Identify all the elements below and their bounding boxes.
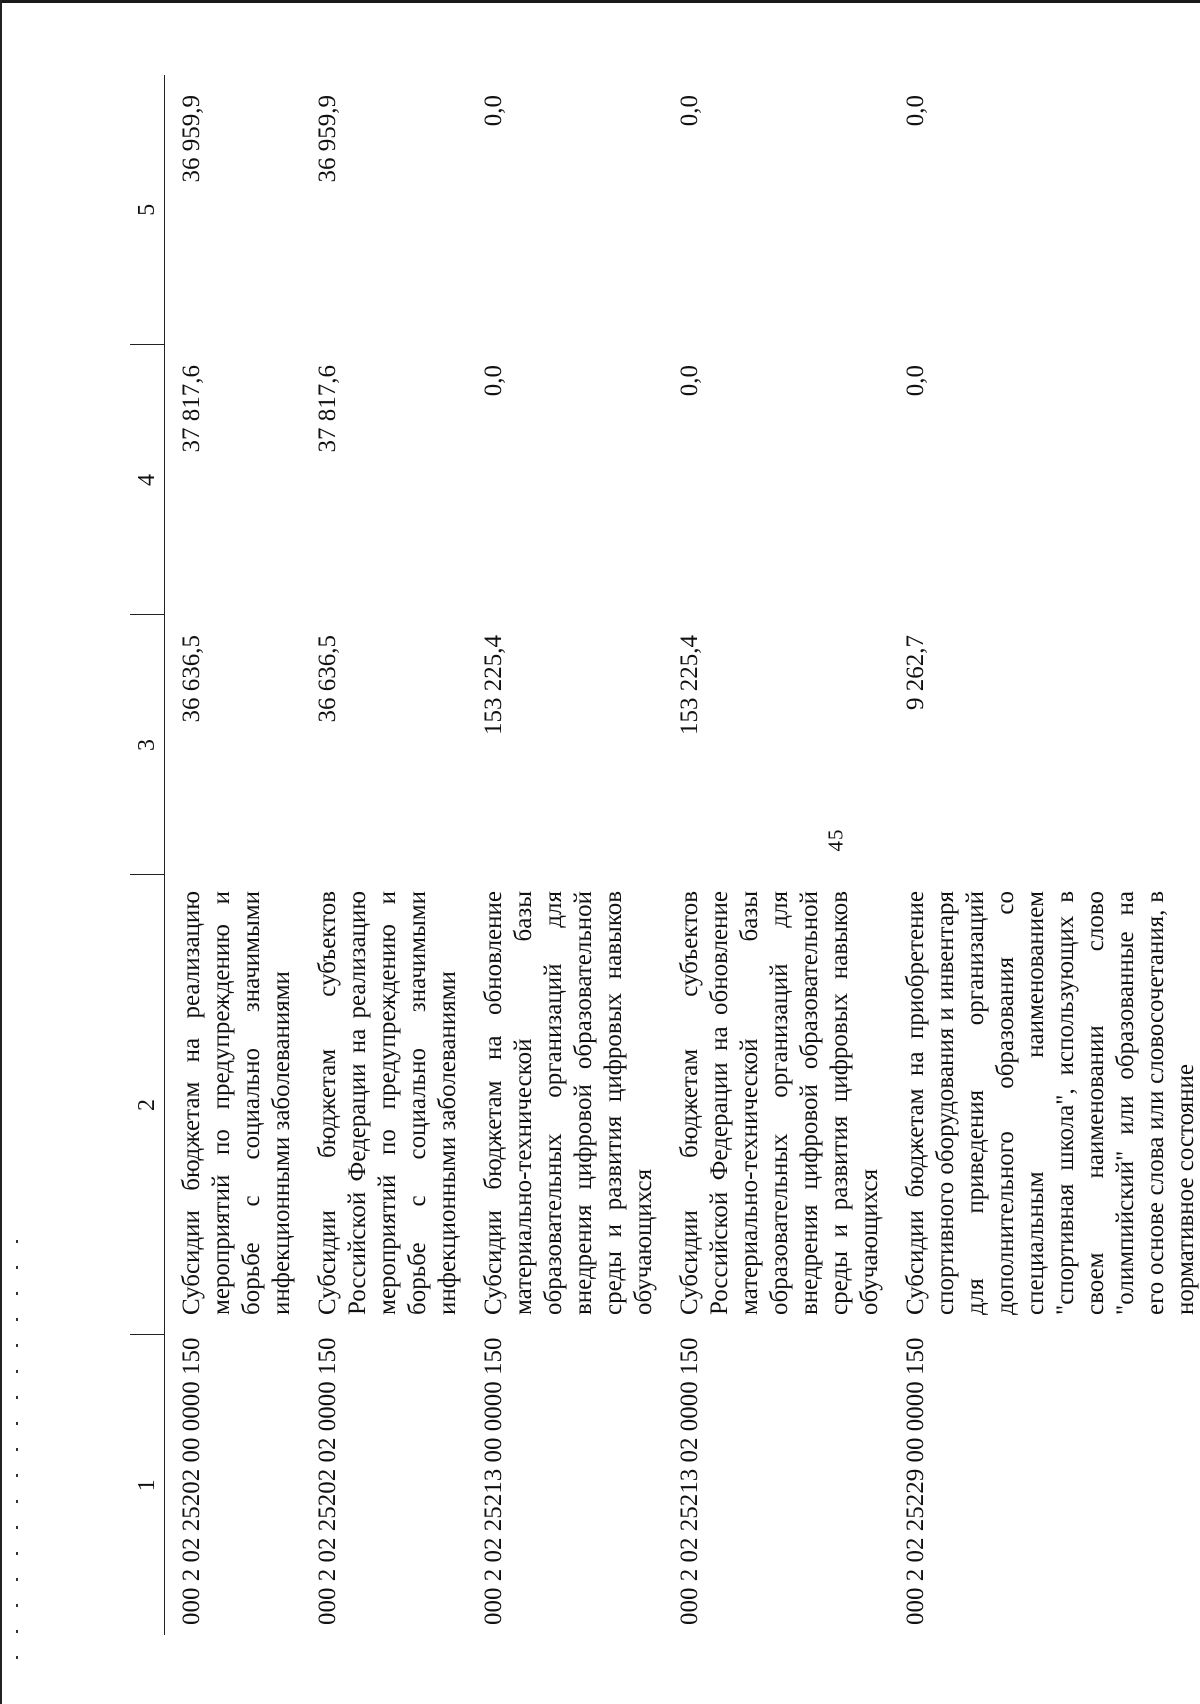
amount-col-4: 37 817,6 [314,365,341,453]
budget-item-name: Субсидии бюджетам на приобретение спортивного оборудования и инвентаря для приведения организаций дополнительного образования со специальным наименованием "спортивная школа", использующих в своем наименовании слово "олимпийский" или образованные на его основе слова или словосочетания, в нормативное состояние [902,891,1199,1315]
table-row [301,75,467,1635]
page-number: 45 [823,828,848,852]
budget-code: 000 2 02 25213 02 0000 150 [676,1337,703,1625]
amount-col-5: 36 959,9 [314,95,341,183]
amount-col-4: 0,0 [480,365,507,397]
amount-col-4: 0,0 [676,365,703,397]
budget-code: 000 2 02 25202 02 0000 150 [314,1337,341,1625]
budget-table [130,75,1200,1635]
amount-col-5: 0,0 [676,95,703,127]
table-row [165,75,302,1635]
amount-col-3: 36 636,5 [178,635,205,723]
table-row [663,75,889,1635]
amount-col-4: 37 817,6 [178,365,205,453]
budget-item-name: Субсидии бюджетам субъектов Российской Федерации на обновление материально-технической базы образовательных организаций для внедрения цифровой образовательной среды и развития цифровых навыков обучающихся [676,891,883,1315]
table-row [889,75,1200,1635]
amount-col-5: 0,0 [902,95,929,127]
header-col-3: 3 [130,615,165,875]
header-col-5: 5 [130,75,165,345]
budget-item-name: Субсидии бюджетам на реализацию мероприятий по предупреждению и борьбе с социально значимыми инфекционными заболеваниями [178,891,295,1315]
amount-col-4: 0,0 [902,365,929,397]
header-col-2: 2 [130,875,165,1335]
header-col-4: 4 [130,345,165,615]
scan-left-edge [0,0,2,1704]
header-col-1: 1 [130,1335,165,1635]
scan-top-edge [0,0,1200,3]
amount-col-3: 153 225,4 [676,635,703,735]
budget-table-rotated [130,75,1199,1635]
table-row [467,75,663,1635]
budget-code: 000 2 02 25229 00 0000 150 [902,1337,929,1625]
amount-col-5: 36 959,9 [178,95,205,183]
amount-col-3: 36 636,5 [314,635,341,723]
amount-col-3: 9 262,7 [902,635,929,710]
budget-item-name: Субсидии бюджетам субъектов Российской Федерации на реализацию мероприятий по предупреждению и борьбе с социально значимыми инфекционными заболеваниями [314,891,461,1315]
scan-edge-specks [16,1240,18,1680]
amount-col-5: 0,0 [480,95,507,127]
budget-code: 000 2 02 25202 00 0000 150 [178,1337,205,1625]
budget-code: 000 2 02 25213 00 0000 150 [480,1337,507,1625]
amount-col-3: 153 225,4 [480,635,507,735]
header-row [130,75,165,1635]
budget-item-name: Субсидии бюджетам на обновление материально-технической базы образовательных организаций для внедрения цифровой образовательной среды и развития цифровых навыков обучающихся [480,891,657,1315]
